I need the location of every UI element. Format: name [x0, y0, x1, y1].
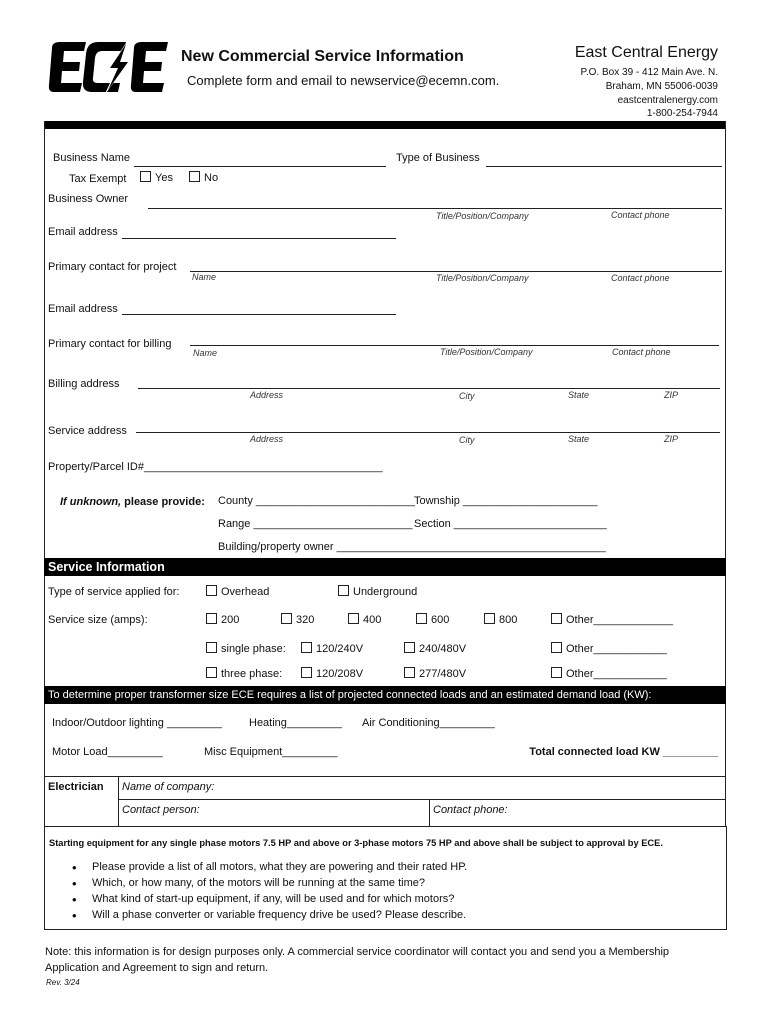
city-caption: City	[459, 391, 475, 401]
other-label: Other____________	[566, 668, 667, 680]
checkbox-icon[interactable]	[484, 613, 495, 624]
v120-240-option[interactable]	[301, 642, 363, 655]
v240-480-option[interactable]	[404, 642, 466, 655]
building-owner-field[interactable]: Building/property owner ____________________________________________	[218, 541, 606, 553]
type-of-business-label: Type of Business	[396, 152, 480, 164]
company-phone: 1-800-254-7944	[646, 108, 718, 119]
revision-label: Rev. 3/24	[46, 978, 80, 987]
v277-480-option[interactable]	[404, 667, 466, 680]
size-320-option[interactable]	[281, 613, 314, 626]
tax-exempt-label: Tax Exempt	[69, 173, 127, 185]
size-other-option[interactable]	[551, 613, 673, 626]
size-label: 320	[296, 614, 315, 626]
note-line-1: Note: this information is for design purposes only. A commercial service coordinator will contact you and send you a Membership	[45, 946, 670, 958]
other-label: Other____________	[566, 643, 667, 655]
note-line-2: Application and Agreement to sign and return.	[45, 962, 269, 974]
tax-exempt-yes[interactable]	[140, 171, 173, 184]
type-of-business-field[interactable]	[486, 166, 722, 167]
yes-label: Yes	[155, 172, 173, 184]
email-address-field-2[interactable]	[122, 314, 396, 315]
checkbox-icon[interactable]	[551, 667, 562, 678]
business-name-label: Business Name	[53, 152, 131, 164]
size-600-option[interactable]	[416, 613, 449, 626]
company-name-field[interactable]: Name of company:	[122, 781, 215, 793]
underground-label: Underground	[353, 586, 418, 598]
billing-address-field[interactable]	[138, 388, 720, 389]
name-caption: Name	[193, 348, 218, 358]
electrician-label: Electrician	[48, 781, 104, 793]
heating-field[interactable]: Heating_________	[249, 717, 342, 729]
contact-phone-field[interactable]: Contact phone:	[433, 804, 508, 816]
checkbox-icon[interactable]	[206, 613, 217, 624]
total-connected-load-field[interactable]: Total connected load KW _________	[529, 746, 718, 758]
single-phase-label: single phase:	[221, 643, 286, 655]
company-address-1: P.O. Box 39 - 412 Main Ave. N.	[580, 67, 718, 78]
form-title: New Commercial Service Information	[181, 48, 464, 65]
checkbox-icon[interactable]	[206, 642, 217, 653]
billing-address-label: Billing address	[48, 378, 120, 390]
starting-equipment-box	[44, 826, 727, 930]
loads-header	[44, 686, 726, 704]
township-field[interactable]: Township ______________________	[414, 495, 598, 507]
property-parcel-field[interactable]: Property/Parcel ID#_______________________________________	[48, 461, 383, 473]
no-label: No	[204, 172, 219, 184]
type-of-service-label: Type of service applied for:	[48, 586, 180, 598]
checkbox-icon[interactable]	[404, 667, 415, 678]
checkbox-icon[interactable]	[206, 667, 217, 678]
size-400-option[interactable]	[348, 613, 381, 626]
electrician-phone-divider	[429, 799, 430, 826]
electrician-divider	[118, 776, 119, 826]
contact-phone-caption: Contact phone	[612, 347, 671, 357]
misc-equipment-field[interactable]: Misc Equipment_________	[204, 746, 338, 758]
loads-title: To determine proper transformer size ECE requires a list of projected connected loads and an estimated demand load (KW):	[48, 689, 652, 701]
size-label: 600	[431, 614, 450, 626]
company-address-2: Braham, MN 55006-0039	[605, 81, 718, 92]
title-caption: Title/Position/Company	[436, 273, 529, 283]
checkbox-icon[interactable]	[551, 613, 562, 624]
tax-exempt-no[interactable]	[189, 171, 218, 184]
checkbox-icon[interactable]	[301, 642, 312, 653]
primary-contact-billing-field[interactable]	[190, 345, 719, 346]
checkbox-icon[interactable]	[551, 642, 562, 653]
form-left-border	[44, 121, 45, 827]
starting-equipment-list	[72, 861, 467, 925]
list-item: • Please provide a list of all motors, what they are powering and their rated HP.	[72, 861, 467, 877]
contact-phone-caption: Contact phone	[611, 210, 670, 220]
motor-load-field[interactable]: Motor Load_________	[52, 746, 163, 758]
form-subtitle: Complete form and email to newservice@ecemn.com.	[187, 73, 500, 88]
list-item: • Which, or how many, of the motors will be running at the same time?	[72, 877, 467, 893]
if-unknown-bold: If unknown,	[60, 496, 122, 508]
list-item: • What kind of start-up equipment, if any, will be used and for which motors?	[72, 893, 467, 909]
business-owner-label: Business Owner	[48, 193, 129, 205]
company-name: East Central Energy	[574, 44, 718, 61]
primary-contact-project-label: Primary contact for project	[48, 261, 177, 273]
three-other-option[interactable]	[551, 667, 667, 680]
size-label: 800	[499, 614, 518, 626]
underground-option[interactable]	[338, 585, 417, 598]
address-caption: Address	[250, 390, 284, 400]
checkbox-icon[interactable]	[206, 585, 217, 596]
checkbox-icon[interactable]	[404, 642, 415, 653]
other-label: Other_____________	[566, 614, 674, 626]
size-800-option[interactable]	[484, 613, 517, 626]
size-label: 400	[363, 614, 382, 626]
business-name-field[interactable]	[134, 166, 386, 167]
county-field[interactable]: County __________________________	[218, 495, 415, 507]
checkbox-icon[interactable]	[338, 585, 349, 596]
email-address-field[interactable]	[122, 238, 396, 239]
title-caption: Title/Position/Company	[440, 347, 533, 357]
service-size-label: Service size (amps):	[48, 614, 148, 626]
contact-person-field[interactable]: Contact person:	[122, 804, 200, 816]
contact-phone-caption: Contact phone	[611, 273, 670, 283]
overhead-label: Overhead	[221, 586, 270, 598]
service-address-field[interactable]	[136, 432, 720, 433]
voltage-label: 240/480V	[419, 643, 467, 655]
air-conditioning-field[interactable]: Air Conditioning_________	[362, 717, 495, 729]
voltage-label: 120/240V	[316, 643, 364, 655]
state-caption: State	[568, 434, 590, 444]
service-info-header	[44, 558, 726, 576]
range-field[interactable]: Range __________________________	[218, 518, 413, 530]
if-unknown-rest: please provide:	[121, 496, 205, 508]
zip-caption: ZIP	[664, 390, 679, 400]
list-item: • Will a phase converter or variable frequency drive be used? Please describe.	[72, 909, 467, 925]
voltage-label: 120/208V	[316, 668, 364, 680]
size-200-option[interactable]	[206, 613, 239, 626]
checkbox-icon[interactable]	[348, 613, 359, 624]
single-other-option[interactable]	[551, 642, 667, 655]
starting-equipment-text: Starting equipment for any single phase motors 7.5 HP and above or 3-phase motors 75 HP and above shall be subject to approval by ECE.	[49, 838, 663, 848]
form-right-border	[725, 121, 726, 827]
company-website[interactable]: eastcentralenergy.com	[617, 95, 718, 106]
v120-208-option[interactable]	[301, 667, 363, 680]
overhead-option[interactable]	[206, 585, 269, 598]
service-address-label: Service address	[48, 425, 127, 437]
checkbox-icon[interactable]	[281, 613, 292, 624]
indoor-outdoor-lighting-field[interactable]: Indoor/Outdoor lighting _________	[52, 717, 223, 729]
checkbox-icon[interactable]	[301, 667, 312, 678]
email-address-label-2: Email address	[48, 303, 118, 315]
title-caption: Title/Position/Company	[436, 211, 529, 221]
address-caption: Address	[250, 434, 284, 444]
voltage-label: 277/480V	[419, 668, 467, 680]
checkbox-icon[interactable]	[140, 171, 151, 182]
checkbox-icon[interactable]	[189, 171, 200, 182]
electrician-mid-border	[118, 799, 726, 800]
if-unknown-label	[60, 496, 205, 508]
size-label: 200	[221, 614, 240, 626]
three-phase-option[interactable]	[206, 667, 282, 680]
electrician-top-border	[44, 776, 726, 777]
email-address-label: Email address	[48, 226, 118, 238]
name-caption: Name	[192, 272, 217, 282]
service-info-title: Service Information	[48, 560, 165, 574]
business-owner-field[interactable]	[148, 208, 722, 209]
primary-contact-billing-label: Primary contact for billing	[48, 338, 172, 350]
ece-logo	[46, 40, 170, 96]
section-field[interactable]: Section _________________________	[414, 518, 607, 530]
checkbox-icon[interactable]	[416, 613, 427, 624]
primary-contact-project-field[interactable]	[190, 271, 722, 272]
form-top-bar	[44, 121, 726, 129]
zip-caption: ZIP	[664, 434, 679, 444]
single-phase-option[interactable]	[206, 642, 286, 655]
city-caption: City	[459, 435, 475, 445]
state-caption: State	[568, 390, 590, 400]
three-phase-label: three phase:	[221, 668, 283, 680]
